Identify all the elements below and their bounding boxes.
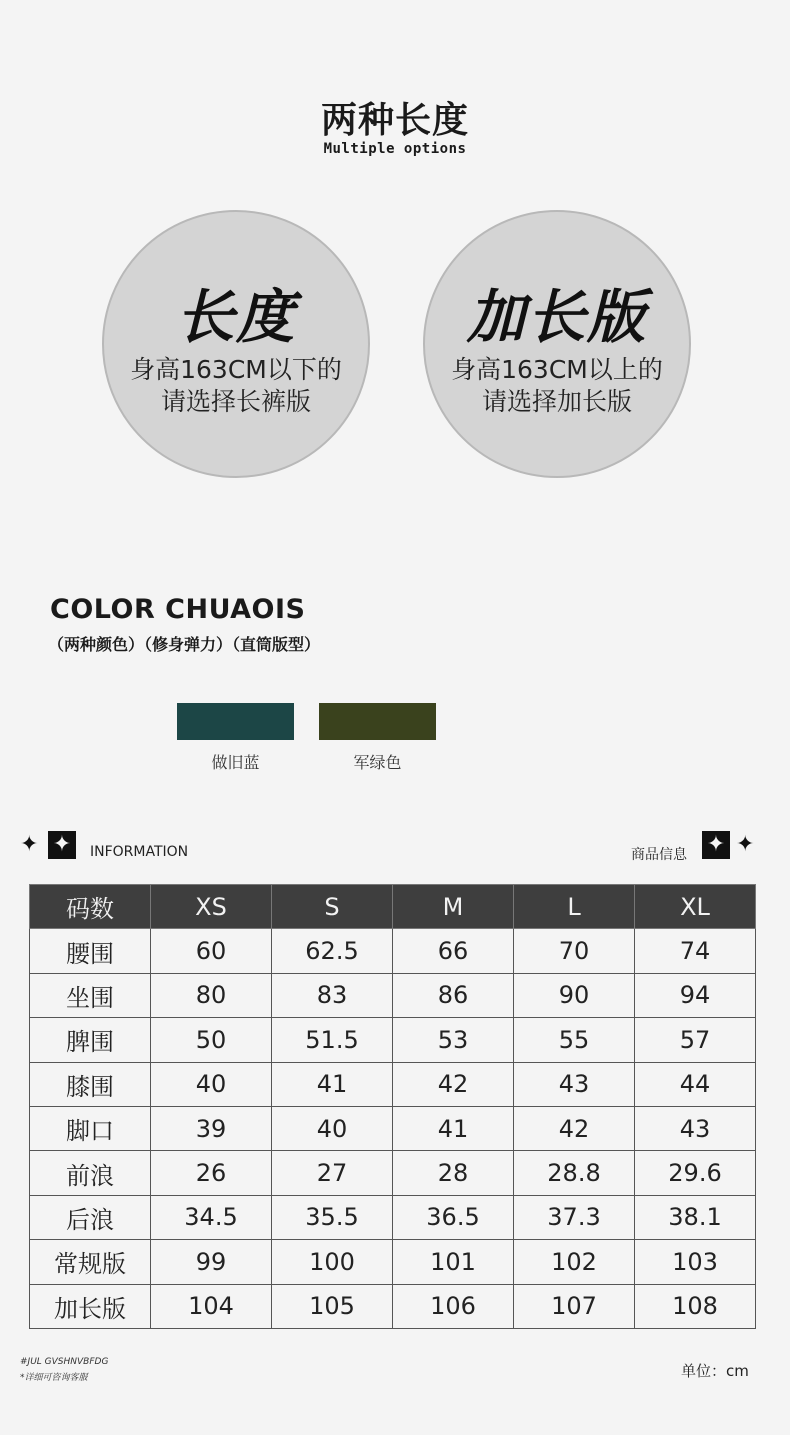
table-header-cell: XS (151, 885, 272, 929)
table-cell: 51.5 (272, 1018, 393, 1062)
table-row (30, 1195, 756, 1239)
table-cell: 44 (635, 1062, 756, 1106)
color-swatch-green[interactable] (319, 703, 436, 740)
table-row (30, 973, 756, 1017)
table-row (30, 1018, 756, 1062)
table-cell: 99 (151, 1240, 272, 1284)
table-cell: 74 (635, 929, 756, 973)
table-cell: 103 (635, 1240, 756, 1284)
table-row (30, 1240, 756, 1284)
table-cell: 膝围 (30, 1062, 151, 1106)
table-cell: 70 (514, 929, 635, 973)
table-cell: 36.5 (393, 1195, 514, 1239)
table-cell: 脚口 (30, 1106, 151, 1150)
table-header-cell: XL (635, 885, 756, 929)
option-heading: 加长版 (466, 283, 647, 351)
table-cell: 42 (393, 1062, 514, 1106)
table-row (30, 929, 756, 973)
table-cell: 加长版 (30, 1284, 151, 1328)
table-cell: 41 (393, 1106, 514, 1150)
table-row (30, 1284, 756, 1328)
table-cell: 常规版 (30, 1240, 151, 1284)
option-line: 请选择长裤版 (160, 387, 311, 416)
table-cell: 43 (514, 1062, 635, 1106)
table-cell: 60 (151, 929, 272, 973)
table-cell: 37.3 (514, 1195, 635, 1239)
table-cell: 28 (393, 1151, 514, 1195)
product-code: #JUL GVSHNVBFDG (20, 1357, 109, 1367)
table-cell: 90 (514, 973, 635, 1017)
table-cell: 38.1 (635, 1195, 756, 1239)
table-cell: 62.5 (272, 929, 393, 973)
table-cell: 55 (514, 1018, 635, 1062)
information-label: INFORMATION (90, 844, 189, 860)
table-cell: 39 (151, 1106, 272, 1150)
table-cell: 35.5 (272, 1195, 393, 1239)
service-note: *详细可咨询客服 (20, 1373, 88, 1383)
table-cell: 104 (151, 1284, 272, 1328)
option-regular-length (102, 210, 370, 478)
table-cell: 40 (151, 1062, 272, 1106)
color-swatch-label: 军绿色 (353, 753, 402, 772)
table-cell: 106 (393, 1284, 514, 1328)
color-swatch-label: 做旧蓝 (211, 753, 260, 772)
size-table (29, 884, 756, 1329)
table-header-cell: L (514, 885, 635, 929)
table-header-cell: M (393, 885, 514, 929)
table-cell: 26 (151, 1151, 272, 1195)
table-cell: 28.8 (514, 1151, 635, 1195)
table-cell: 53 (393, 1018, 514, 1062)
table-cell: 40 (272, 1106, 393, 1150)
section-title: 两种长度 (320, 100, 469, 141)
table-header-row (30, 885, 756, 929)
table-cell: 108 (635, 1284, 756, 1328)
unit-label: 单位：cm (681, 1362, 749, 1380)
table-cell: 105 (272, 1284, 393, 1328)
product-info-label: 商品信息 (631, 847, 687, 863)
table-cell: 腰围 (30, 929, 151, 973)
section-subtitle: Multiple options (323, 141, 467, 157)
table-cell: 43 (635, 1106, 756, 1150)
table-cell: 41 (272, 1062, 393, 1106)
option-line: 请选择加长版 (481, 387, 632, 416)
table-cell: 102 (514, 1240, 635, 1284)
table-cell: 94 (635, 973, 756, 1017)
table-cell: 坐围 (30, 973, 151, 1017)
color-section-title: COLOR CHUAOIS (50, 594, 306, 625)
table-header-cell: 码数 (30, 885, 151, 929)
sparkle-box-icon: ✦ (48, 831, 76, 859)
sparkle-icon: ✦ (20, 832, 39, 857)
table-cell: 27 (272, 1151, 393, 1195)
option-long-length (423, 210, 691, 478)
table-header-cell: S (272, 885, 393, 929)
table-cell: 101 (393, 1240, 514, 1284)
table-cell: 86 (393, 973, 514, 1017)
option-line: 身高163CM以上的 (451, 355, 663, 384)
table-cell: 66 (393, 929, 514, 973)
table-row (30, 1106, 756, 1150)
table-row (30, 1062, 756, 1106)
sparkle-icon: ✦ (736, 832, 755, 857)
table-cell: 脾围 (30, 1018, 151, 1062)
table-cell: 29.6 (635, 1151, 756, 1195)
table-cell: 后浪 (30, 1195, 151, 1239)
color-swatch-blue[interactable] (177, 703, 294, 740)
table-cell: 80 (151, 973, 272, 1017)
table-cell: 34.5 (151, 1195, 272, 1239)
color-section-subtitle: （两种颜色）（修身弹力）（直筒版型） (48, 635, 321, 654)
table-cell: 50 (151, 1018, 272, 1062)
table-cell: 100 (272, 1240, 393, 1284)
table-cell: 57 (635, 1018, 756, 1062)
table-cell: 107 (514, 1284, 635, 1328)
sparkle-box-icon: ✦ (702, 831, 730, 859)
table-cell: 前浪 (30, 1151, 151, 1195)
table-row (30, 1151, 756, 1195)
option-heading: 长度 (175, 283, 296, 351)
table-cell: 42 (514, 1106, 635, 1150)
option-line: 身高163CM以下的 (130, 355, 342, 384)
table-cell: 83 (272, 973, 393, 1017)
